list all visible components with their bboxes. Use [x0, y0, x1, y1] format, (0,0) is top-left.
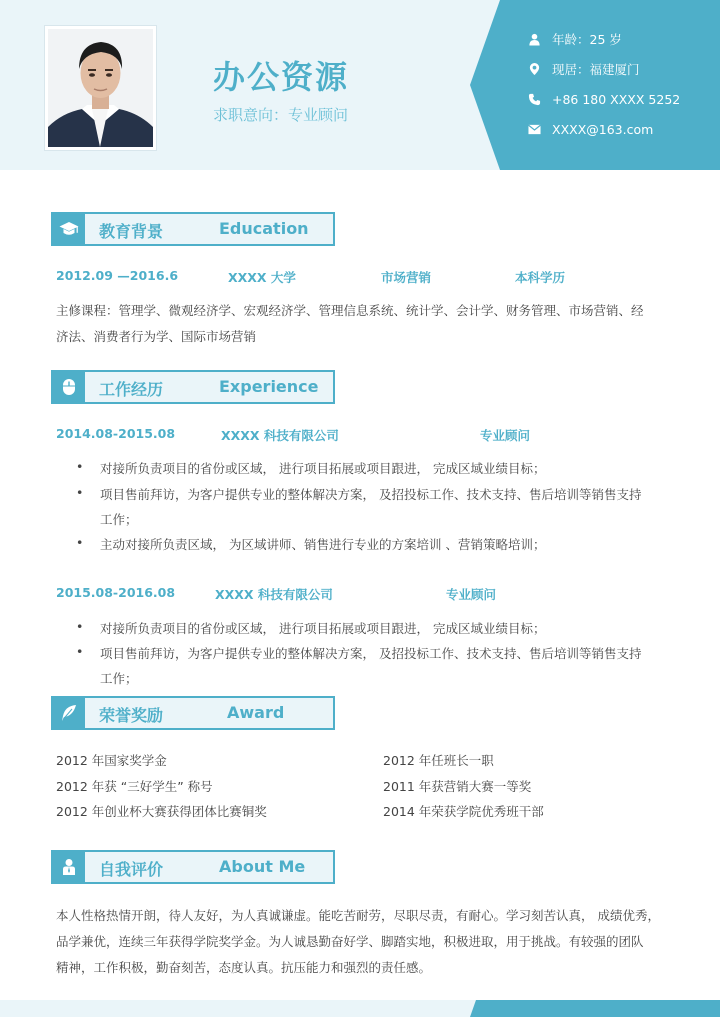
job-duty: 对接所负责项目的省份或区域， 进行项目拓展或项目跟进， 完成区域业绩目标；	[100, 621, 546, 636]
bullet-dot: •	[76, 485, 84, 500]
award-item: 2012 年任班长一职	[383, 753, 494, 768]
bullet-dot: •	[76, 644, 84, 659]
contact-panel	[470, 0, 720, 170]
feather-icon	[53, 698, 85, 728]
job-duty: 工作；	[100, 512, 138, 527]
contact-residence-text: 现居：福建厦门	[552, 62, 640, 77]
footer-accent	[470, 1000, 720, 1017]
education-degree: 本科学历	[515, 270, 566, 285]
award-item: 2012 年创业杯大赛获得团体比赛铜奖	[56, 804, 267, 819]
contact-age	[527, 29, 622, 49]
section-header-experience	[51, 370, 335, 404]
job-period: 2014.08-2015.08	[56, 426, 176, 441]
education-school: XXXX 大学	[228, 270, 296, 285]
award-item: 2012 年国家奖学金	[56, 753, 167, 768]
location-pin-icon	[527, 62, 541, 76]
education-courses-line: 济法、消费者行为学、国际市场营销	[56, 329, 257, 344]
bullet-dot: •	[76, 619, 84, 634]
job-duty: 工作；	[100, 671, 138, 686]
job-position: 专业顾问	[446, 587, 497, 602]
contact-email	[527, 119, 653, 139]
contact-email-text: XXXX@163.com	[552, 121, 654, 137]
section-title-education-en: Education	[219, 219, 309, 238]
award-item: 2011 年获营销大赛一等奖	[383, 779, 532, 794]
portrait-image	[48, 29, 153, 147]
section-title-about-zh: 自我评价	[99, 860, 164, 879]
section-title-about-en: About Me	[219, 857, 306, 876]
job-company: XXXX 科技有限公司	[215, 587, 333, 602]
education-major: 市场营销	[381, 270, 432, 285]
avatar	[45, 26, 156, 150]
job-position: 专业顾问	[480, 428, 531, 443]
mouse-icon	[53, 372, 85, 402]
candidate-name: 办公资源	[213, 58, 350, 96]
graduation-cap-icon	[53, 214, 85, 244]
section-title-awards-zh: 荣誉奖励	[99, 706, 164, 725]
award-item: 2014 年荣获学院优秀班干部	[383, 804, 544, 819]
job-duty: 主动对接所负责区域， 为区域讲师、销售进行专业的方案培训 、营销策略培训；	[100, 537, 546, 552]
bullet-dot: •	[76, 459, 84, 474]
section-title-experience-en: Experience	[219, 377, 319, 396]
about-line: 精神，工作积极，勤奋刻苦，态度认真。抗压能力和强烈的责任感。	[56, 960, 432, 975]
mail-icon	[527, 122, 541, 136]
education-period: 2012.09 —2016.6	[56, 268, 179, 283]
contact-age-text: 年龄：25 岁	[552, 32, 622, 47]
user-icon	[53, 852, 85, 882]
section-title-education-zh: 教育背景	[99, 222, 164, 241]
about-line: 品学兼优，连续三年获得学院奖学金。为人诚恳勤奋好学、脚踏实地，积极进取，用于挑战。有较强的团队	[56, 934, 644, 949]
contact-phone	[527, 89, 680, 109]
contact-residence	[527, 59, 640, 79]
section-header-awards	[51, 696, 335, 730]
job-duty: 项目售前拜访，为客户提供专业的整体解决方案， 及招投标工作、技术支持、售后培训等销售支持	[100, 487, 642, 502]
job-intent: 求职意向：专业顾问	[213, 106, 349, 124]
job-duty: 项目售前拜访，为客户提供专业的整体解决方案， 及招投标工作、技术支持、售后培训等销售支持	[100, 646, 642, 661]
contact-phone-text: +86 180 XXXX 5252	[552, 91, 681, 107]
section-title-awards-en: Award	[227, 703, 285, 722]
phone-icon	[527, 92, 541, 106]
section-title-experience-zh: 工作经历	[99, 380, 164, 399]
section-header-about	[51, 850, 335, 884]
job-duty: 对接所负责项目的省份或区域， 进行项目拓展或项目跟进， 完成区域业绩目标；	[100, 461, 546, 476]
job-company: XXXX 科技有限公司	[221, 428, 339, 443]
job-period: 2015.08-2016.08	[56, 585, 176, 600]
education-courses-line: 主修课程：管理学、微观经济学、宏观经济学、管理信息系统、统计学、会计学、财务管理、市场营销、经	[56, 303, 644, 318]
about-line: 本人性格热情开朗，待人友好，为人真诚谦虚。能吃苦耐劳，尽职尽责，有耐心。学习刻苦认真， 成绩优秀，	[56, 908, 660, 923]
award-item: 2012 年获 “三好学生” 称号	[56, 779, 213, 794]
bullet-dot: •	[76, 535, 84, 550]
person-icon	[527, 32, 541, 46]
section-header-education	[51, 212, 335, 246]
